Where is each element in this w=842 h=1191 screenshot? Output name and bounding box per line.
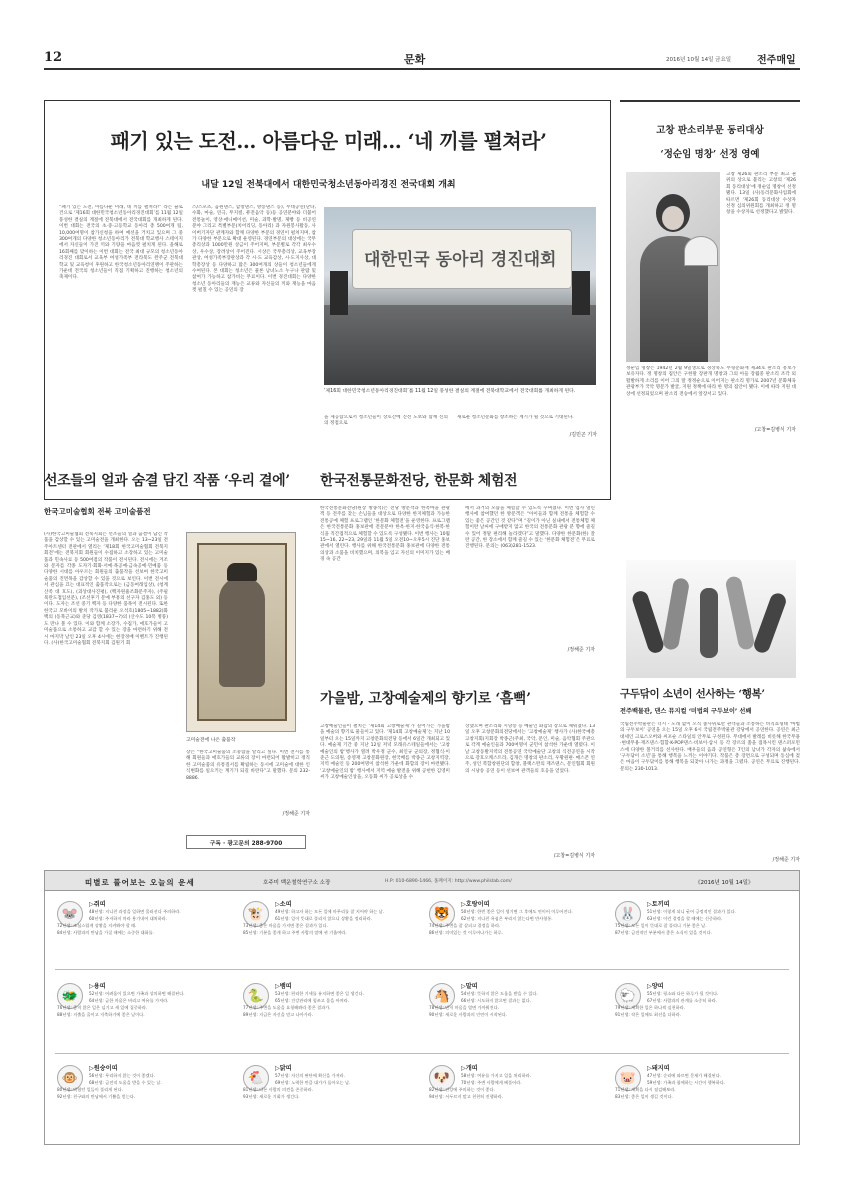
subscription-ad-text: 구독 · 광고문의 288-9700 (209, 840, 283, 847)
mid-top-article (320, 470, 610, 670)
zodiac-name: ▷닭띠 (275, 1065, 292, 1072)
zodiac-name: ▷호랑이띠 (461, 901, 490, 908)
side-top-title-1: 고창 판소리부문 동리대상 (656, 125, 764, 136)
right-mid-subtitle: 전주백물관, 댄스 뮤지컬 ‘미법의 구두보이’ 선봬 (620, 708, 752, 715)
zodiac-fortune-line: 91년생: 작은 일에도 최선을 다하라. (615, 1012, 681, 1017)
zodiac-fortune-line: 84년생: 사람과의 만남을 가질 때에는 소중한 대화를. (57, 930, 154, 935)
mid-top-title: 한국전통문화전당, 한문화 체험전 (320, 473, 518, 489)
zodiac-animal-icon: 🐴 (429, 983, 455, 1009)
lead-col1: “패기 있는 도전, 아름다운 미래, 네 끼를 펼쳐라!” 라는 슬로건으로 ‘제16회 대한민국청소년동아리경진대회’를 11월 12일 풍성한 결실의 계절에 전북대에서 전국대회를 개최하게 된다. 이번 대회는 전국의 초·중·고등학교 동아리 총 500여개 팀, 10,000여명이 참가신청을 하여 예선을 거치고 있으며 그 중 300여개의 다양한 청소년동아리가 전북대 학교행사 스테이지에서 자신들이 가진 끼와 기량을 마음껏 펼치게 된다. 올해로 16회째를 맞이하는 이번 대회는 전국 최대 규모의 청소년동아리경진 대회로서 교육부 여성가족부 전라북도 완주군 전북대학교 및 교육청이 후원하고 한국청소년동아리연맹이 주관하는 가운데 전국의 청소년들이 직접 기획하고 진행하는 청소년의 축제이다. (59, 205, 183, 281)
painting-hat (227, 563, 257, 581)
zodiac-fortune-line: 67년생: 사람과의 관계를 소중히 하라. (647, 998, 718, 1003)
zodiac-fortune-line: 92년생: 친구와의 만남에서 기쁨을 얻는다. (57, 1094, 136, 1099)
side-top-text-right: 고창 제26회 판소리 부문 최고 권위의 상으로 불리는 고창의 ‘제26회 동리대상’에 정순임 명창이 선정됐다. 13일 (사)동리문화사업회에 따르면 ‘제26회 동리대상 수상자 선정 심의위원회를 개최하고 정 명창을 수상자로 선정했다고 밝혔다. (726, 172, 796, 216)
zodiac-fortune-line: 86년생: 의미있는 것 이루어나가는 하루. (429, 930, 504, 935)
zodiac-fortune-line: 69년생: 노력한 만큼 대가가 돌아오는 날. (275, 1080, 351, 1085)
mid-low-col2: 상했으며 판소리와 시낭송 등 예술인 화합의 장으로 채워졌다. 13일 오후 고창문화의전당에서는 ‘고창예술제’ 행사가 (사)한국예총고창지회(지회장 박종근)주최, 국악, 문인, 미술, 음악협회 주관으로 각계 예술인들과 700여명이 군민이 참석한 가운데 열렸다. 이날 고창동발지역의 전통공연 국악예술단 고창의 식전공연을 시작으로 강호오케스트라, 김개은 명창의 판소리, 우황원편· 매스폰 연주, 성인 복합창원단의 합창, 블랙스완의 재즈댄스, 문인협회 회원의 시낭송 공연 등이 선보여 관객들의 호응을 얻었다. (465, 724, 595, 774)
zodiac-fortune-line: 72년생: 조심스럽게 상황을 지켜봐야 할 때. (57, 923, 137, 928)
mid-low-title: 가을밤, 고창예술제의 향기로 ‘흠뻑’ (320, 691, 531, 707)
side-top-article (620, 100, 800, 500)
lead-col3: 을 제공함으로서 청소년들이 상호간에 진선 도보와 함께 신의의 정점으로 (324, 415, 448, 427)
zodiac-fortune-line: 62년생: 지나친 욕심은 부리지 않는다면 만사형통. (461, 916, 553, 921)
zodiac-name: ▷토끼띠 (647, 901, 670, 908)
left-mid-title: 선조들의 얼과 숨결 담긴 작품 ‘우리 곁에’ (44, 473, 290, 489)
zodiac-fortune-line: 87년생: 금전적인 부분에서 좋은 소식이 있을 것이다. (615, 930, 712, 935)
zodiac-animal-icon: 🐶 (429, 1065, 455, 1091)
zodiac-cell (243, 899, 433, 971)
left-mid-photo (186, 532, 296, 732)
mid-top-col2: 에서 과거의 모습을 체험할 수 있도록 꾸며졌다. 이번 업사 열린 행사에 참여했던 한 방문객은 “아이들과 함께 전통을 체험할 수 있는 좋은 공간인 것 같다”며 “길이가 아닌 실내에서 전통체험 체험이란 날씨에 구애받지 않고 한국의 전통문화 관광 분 향에 즐길 수 있어 정말 편리해 놀라겠다”고 말했다. 다양한 한문화(한) 잘란 공간, 한 장소에서 함께 즐길 수 있는 ‘한문화 체험전’은 무료로 진행된다. 문의는 (063)281-1523. (465, 506, 595, 550)
lead-title: 패기 있는 도전… 아름다운 미래… ‘네 끼를 펼쳐라’ (110, 129, 547, 153)
side-top-rule (620, 100, 800, 102)
zodiac-fortune-line: 88년생: 지출을 줄이고 저축하기에 좋은 날이다. (57, 1012, 145, 1017)
zodiac-fortune-line: 64년생: 급한 마음은 버리고 여유를 가져라. (89, 998, 169, 1003)
zodiac-cell (429, 1063, 619, 1135)
left-mid-photo-caption: 고미술전에 나온 출품작 (186, 738, 236, 743)
stage-floor (324, 305, 596, 385)
page-number: 12 (44, 50, 63, 65)
zodiac-animal-icon: 🐲 (57, 983, 83, 1009)
zodiac-fortune-line: 75년생: 모든 일이 뜻대로 잘 풀리니 기분 좋은 날. (615, 923, 707, 928)
zodiac-fortune-line: 83년생: 좋은 일이 생길 것이다. (615, 1094, 673, 1099)
horoscope-author: 호주미 백운철학연구소 소장 (263, 880, 331, 886)
mid-low-article (320, 688, 610, 858)
side-top-text-bottom: 정순임 명창은 1942년 2월 9일생으로 경상북도 무형문화재 제34호 판소리 흥보가 보유자다. 정 명창의 집안은 구한말 장판개 명창과 그의 아들 장월중 판소리 조각 외 활발하게 소리를 이어 그의 딸 정정순으로 이어지는 판소리 명가로 2007년 문화체육관광부가 국악 명문가 발굴, 지원 정책에 따라 한 명의 집안이 됐다. 이에 따라 지원 대상에 선정되었으며 판소리 전승에서 앞장서고 있다. (626, 366, 796, 397)
zodiac-animal-icon: 🐔 (243, 1065, 269, 1091)
zodiac-fortune-line: 77년생: 주변을 도움을 요청해봐라 좋은 결과가. (243, 1005, 331, 1010)
zodiac-animal-icon: 🐰 (615, 901, 641, 927)
zodiac-fortune-line: 70년생: 주변 사람에게 베풀어라. (461, 1080, 522, 1085)
dancer-2 (662, 577, 690, 651)
zodiac-cell (615, 981, 805, 1053)
side-top-photo (626, 172, 720, 362)
side-top-title-2: ‘정순임 명창’ 선정 영예 (660, 149, 760, 160)
lead-byline: /김민곤 기자 (569, 432, 597, 438)
horoscope-row-divider-2 (55, 1053, 789, 1054)
zodiac-fortune-line: 48년생: 지니친 과장을 일하면 물러선다 주의하라. (89, 909, 181, 914)
zodiac-name: ▷원숭이띠 (89, 1065, 118, 1072)
mid-top-byline: /정해준 기자 (567, 647, 595, 653)
side-top-byline: /고창=김병식 기자 (754, 427, 796, 433)
zodiac-name: ▷용띠 (89, 983, 106, 990)
zodiac-fortune-line: 65년생: 건강관리에 힘쓰고 몸을 아껴라. (275, 998, 350, 1003)
subscription-ad (186, 835, 306, 849)
mid-low-byline: /고창=김병식 기자 (553, 853, 595, 859)
left-mid-byline: /정해준 기자 (282, 811, 310, 817)
zodiac-fortune-line: 90년생: 새로운 사람과의 인연이 시작된다. (429, 1012, 508, 1017)
zodiac-animal-icon: 🐵 (57, 1065, 83, 1091)
lead-photo (324, 207, 596, 385)
portrait-fan (684, 236, 718, 266)
zodiac-fortune-line: 73년생: 좋은 마음을 가지면 좋은 결과가 있다. (243, 923, 328, 928)
right-mid-article (620, 560, 800, 863)
section-name: 문화 (404, 53, 426, 66)
left-mid-col2: 장은 “한국고미술품의 소중함을 알리고 싶다. 이번 전시를 통해 회원들과 애호가들의 교류의 장이 마련되어 활발히고 정직한 고미술품의 유통질서를 확립하는 동시에 고미술에 대한 인식변화를 일으키는 계기가 되길 바란다”고 말했다. 문의 232-8886. (186, 750, 310, 781)
zodiac-animal-icon: 🐭 (57, 901, 83, 927)
mid-low-col1: 고창예술인들이 펼치는 ‘제14회 고창예술제’가 깊어가는 가을밤을 예술의 향기로 물들이고 있다. ‘제14회 고창예술제’는 지난 10일부터 오는 15일까지 고창문화의전당 등에서 6일간 개최되고 있다. 예술제 기간 중 지난 12일 저녁 모래유스테일들에서는 ‘고창예술인의 밤’행사가 열려 박우정 군수, 최인규 군의장, 정협식·이준근 도의원, 송영재 고창문화원장, 현국배를 박종근 고창지역장, 지역 예술인 등 200여명이 참석한 가운데 화합의 장이 마련됐다. ‘고창예술인의 밤’ 행사에서 지역 예술 발전을 위해 공헌한 김영미 씨가 고창예술인상을, 오동화 씨가 공로상을 수 (320, 724, 450, 781)
lead-col2: 스/스포츠, 음원댄스, 합창댄스, 방송댄스 등), 무대공연(난타, 수화, 마술, 연극, 무지컬, 퓨전음악 등)등 공연분야와 더불어 전통놀이, 영상·애니메이션, 미술, 과학·발명, 제빵 등 비공연분야 그리고 특별부문(치어리딩, 동아리) 과 자원봉사활동, 사이버기자단 관계자와 함께 다양한 부문의 경연이 펼쳐지며, 참가 다양한 부문으로 확대 운영된다. 경연부문의 대상에는 국무총리상과 1000만원 상금이 주어지며, 부문별로 각각 최우수상, 우수상, 장려상이 주어진다. 시상은 국무총리상, 교육부장관상, 여성가족부장관상과 각 시·도 교육감상, 시·도지사상, 대학총장상 등 다양하고 많은 300여개의 상들이 청소년들에게 수여된다. 본 대회는 청소년은 물론 남녀노소 누구나 관람 및 참여가 가능하고 참가비는 무료이다. 이번 경진대회는 다양한 청소년 동아리들의 재능은 교류와 자신들의 끼와 재능을 마음껏 펼칠 수 있는 공연의 장 (192, 205, 316, 294)
zodiac-name: ▷뱀띠 (275, 983, 292, 990)
issue-date: 2016년 10월 14일 금요일 (666, 57, 732, 63)
zodiac-fortune-line: 61년생: 일이 뜻대로 풀리지 않으니 상황을 정리하라. (275, 916, 372, 921)
dancer-1 (631, 589, 666, 655)
dancer-4 (724, 575, 755, 651)
zodiac-fortune-line: 60년생: 주저하지 마라 용기내어 대처하라. (89, 916, 168, 921)
zodiac-cell (429, 899, 619, 971)
zodiac-fortune-line: 80년생: 막혔던 일들이 풀리게 된다. (57, 1087, 123, 1092)
right-mid-byline: /정해준 기자 (772, 857, 800, 863)
zodiac-animal-icon: 🐷 (615, 1065, 641, 1091)
zodiac-animal-icon: 🐍 (243, 983, 269, 1009)
zodiac-cell (615, 1063, 805, 1135)
zodiac-cell (243, 1063, 433, 1135)
zodiac-animal-icon: 🐮 (243, 901, 269, 927)
horoscope-contact: H.P: 010-6890-1466, 홈페이지: http://www.philslab.com/ (385, 879, 512, 884)
zodiac-fortune-line: 63년생: 이런 결정을 할 때에는 신중하라. (647, 916, 723, 921)
left-mid-article (44, 470, 312, 817)
zodiac-animal-icon: 🐑 (615, 983, 641, 1009)
zodiac-fortune-line: 85년생: 기분을 좋게 하고 주변 사람의 말에 귀 기울여라. (243, 930, 347, 935)
mid-top-col1: 한국전통문화전당(원장 방종석)은 전당 방문객과 한옥마을 관광객 등 전주를 찾는 손님들을 대상으로 다양한 한지체험과 가능한 전통공예 체험 프로그램인 ‘한문화 체험전’을 운영한다. 프로그램은 한국전통문화 홍보관에 전문분야 한옥·한지·한국음식·한복·한식을 직간접적으로 체험할 수 있도록 구성됐다. 이번 행사는 10월 15~16, 22~23, 29일과 11월 5일 오전10~오후5시 진단 홍보관에서 열린다. 행사를 위해 한국전통문화 홍보관에 다양한 전통의상과 소품을 비치했으며, 의복을 입고 자신의 이미지가 있는 배경 속 공간 (320, 506, 450, 563)
zodiac-name: ▷쥐띠 (89, 901, 106, 908)
zodiac-cell (243, 981, 433, 1053)
zodiac-fortune-line: 56년생: 무리하지 않는 것이 좋겠다. (89, 1073, 155, 1078)
left-mid-subtitle: 한국고미술협회 전북 고미술품전 (44, 507, 151, 516)
zodiac-fortune-line: 52년생: 어려움이 있으면 가족과 상의하면 해결된다. (89, 991, 185, 996)
zodiac-fortune-line: 58년생: 여유를 가지고 일을 처리하라. (461, 1073, 532, 1078)
lead-subtitle: 내달 12일 전북대에서 대한민국청소년동아리경진 전국대회 개최 (201, 180, 456, 190)
zodiac-animal-icon: 🐯 (429, 901, 455, 927)
zodiac-fortune-line: 79년생: 계획한 일은 하나씩 실천하라. (615, 1005, 686, 1010)
paper-name: 전주매일 (757, 55, 796, 66)
zodiac-cell (429, 981, 619, 1053)
zodiac-fortune-line: 59년생: 가족과 함께하는 시간이 행복하다. (647, 1080, 726, 1085)
stage-right-speaker (572, 271, 590, 315)
horoscope-box (44, 870, 800, 1145)
zodiac-cell (57, 1063, 247, 1135)
zodiac-name: ▷개띠 (461, 1065, 478, 1072)
zodiac-name: ▷양띠 (647, 983, 664, 990)
horoscope-date: 《2016년 10월 14일》 (695, 880, 754, 886)
dancer-5 (752, 591, 788, 655)
zodiac-fortune-line: 89년생: 지금은 자신을 믿고 나아가라. (243, 1012, 314, 1017)
zodiac-fortune-line: 68년생: 금전적 도움을 받을 수 있는 날. (89, 1080, 162, 1085)
zodiac-fortune-line: 66년생: 시도하지 않으면 결과는 없다. (461, 998, 532, 1003)
zodiac-fortune-line: 53년생: 편리한 기세를 유지하면 좋은 일 생긴다. (275, 991, 364, 996)
zodiac-fortune-line: 71년생: 계획을 다시 점검해보라. (615, 1087, 676, 1092)
zodiac-fortune-line: 78년생: 먼저 마음을 열면 가까워진다. (429, 1005, 500, 1010)
zodiac-fortune-line: 81년생: 다른 사람의 의견을 존중하라. (243, 1087, 314, 1092)
right-mid-photo (626, 560, 796, 678)
lead-photo-caption: ‘제16회 대한민국청소년동아리경진대회’를 11월 12일 풍성한 결실의 계절에 전북대학교에서 전국대회를 개최하게 된다. (324, 389, 576, 394)
zodiac-fortune-line: 55년생: 평소와 다른 하루가 될 것이다. (647, 991, 719, 996)
lead-article-box (44, 100, 611, 500)
right-mid-body: 국립전주박물관은 더시 - 노래 없이 오직 춤사위로만 관객들과 소통하는 비직쇼형태 ‘마법의 구두보이’ 공연을 오는 15일 오후 6시 국립전주박물관 강당에서 공연한다. 공연은 최근 대세인 크로스오버와 씨포순 스타일의 안무로 구성된다. 무대에서 발레를 비롯해 한국무용·현대무용·재즈댄스·힙합·K-POP댄스·비보이·삼시 등 각 장르의 춤을 접목시킨 댄스퍼포먼스에 다양한 볼거리를 선사한다. 배우들의 음과 공연형은 7인의 남녀가 각자의 삶속에서 ‘구두닦이 소년’을 통해 행복을 느끼는 이야기다. 작품은 총 장면으로 구성되며 동심에 젖은 마음이 구두닦이를 통해 행복을 되찾아 나가는 과정을 그렸다. 공연은 무료로 진행된다. 문의는 230-1013. (620, 722, 800, 772)
zodiac-cell (57, 899, 247, 971)
zodiac-fortune-line: 94년생: 서두르지 말고 천천히 진행하라. (429, 1094, 504, 1099)
lead-col4: 새로운 청소년문화를 창조하는 계기가 될 것으로 기대된다. (457, 415, 574, 420)
stage-left-speaker (330, 271, 348, 315)
zodiac-fortune-line: 57년생: 자신의 판단에 확신을 가져라. (275, 1073, 346, 1078)
header-rule (44, 68, 800, 70)
zodiac-fortune-line: 51년생: 이렇게 되니 굳어 긍정적인 결과가 있다. (647, 909, 736, 914)
zodiac-fortune-line: 49년생: 하고자 하는 모든 일에 마무리를 잘 지어야 하는 날. (275, 909, 385, 914)
zodiac-name: ▷돼지띠 (647, 1065, 670, 1072)
zodiac-cell (615, 899, 805, 971)
zodiac-fortune-line: 47년생: 순리에 따르면 문제가 해결된다. (647, 1073, 722, 1078)
zodiac-name: ▷말띠 (461, 983, 478, 990)
zodiac-fortune-line: 76년생: 좋지 않은 일은 넘기고 새 일에 집중하라. (57, 1005, 148, 1010)
stage-banner-text: 대한민국 동아리 경진대회 (364, 250, 557, 270)
painting-figure (219, 577, 265, 687)
left-mid-body: (사)한국고미술협회 전북지회는 선조들의 얼과 숨결이 담긴 작품을 감상할 수 있는 고미술전을 개최한다. 오는 13~23일 전주아트센터 전관에서 열리는 ‘제18회 한국고미술협회 전북지회전’에는 전북지회 회원들이 수집하고 소장하고 있는 고미술품과 민속사료 등 500여점의 작품이 전시된다. 전시에는 겨조와 문자를 각종 도자기·회화·서예·목공예·금속공예·민예품 등 다양한 시대를 아우르는 회원들의 출품작을 선보여 한국고미술품의 진면목을 감상할 수 있을 것으로 보인다. 이번 전시에서 관심을 끄는 대표적인 출품작으로는 (금동여래입상), (청계산족 대 호도), (괴상대사진평), (백자원흉조화문주자), (주필묵란도첩입선문), (조선후기 문예 부흥의 선구자 김홍도 외) 등이다. 도자는 조선 중기 백자 등 다양한 품목이 전시된다. 또한 한국고 모바이의 발치 작가로 불리운 오석호(1805~1882)화백의 (동북근교)와 준당 김영(1837~?)의 (산수도 10폭 병풍)도 만나 볼 수 있다. 이와 함께 소장가, 수집가, 애호가들이 고미술품으로 소통하고 교감 할 수 있는 장을 마련하기 위해 전시 마지막 날인 23일 오후 4시에는 현장경매 이벤트가 진행된다. (사)한국고미술협회 전북지회 김원기 회 (44, 532, 168, 646)
zodiac-name: ▷소띠 (275, 901, 292, 908)
zodiac-fortune-line: 74년생: 주변을 잘 살피고 결정을 하라. (429, 923, 501, 928)
right-mid-title: 구두닦이 소년이 선사하는 ‘행복’ (620, 688, 765, 700)
portrait-face (662, 206, 684, 230)
zodiac-fortune-line: 50년생: 한번 좋은 일이 생기면 그 후에도 연이어 이루어진다. (461, 909, 573, 914)
horoscope-title: 띠별로 풀어보는 오늘의 운세 (85, 878, 195, 887)
zodiac-fortune-line: 54년생: 뜻하지 않은 도움을 받을 수 있다. (461, 991, 538, 996)
dancer-3 (700, 588, 718, 658)
zodiac-cell (57, 981, 247, 1053)
zodiac-fortune-line: 93년생: 새로운 기회가 생긴다. (243, 1094, 300, 1099)
zodiac-fortune-line: 82년생: 건강에 주의하는 것이 좋다. (429, 1087, 495, 1092)
